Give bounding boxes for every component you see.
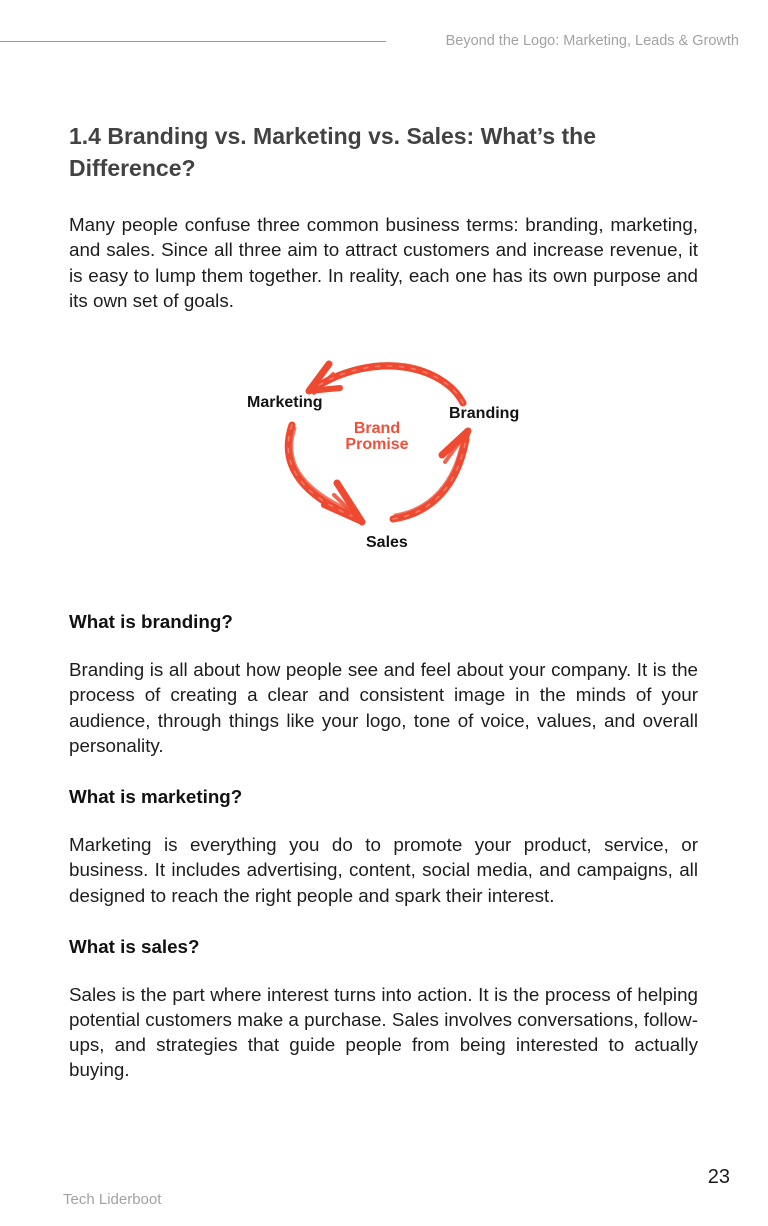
running-header-title: Beyond the Logo: Marketing, Leads & Growth: [445, 33, 739, 49]
section-heading-marketing: What is marketing?: [69, 786, 243, 808]
intro-paragraph: Many people confuse three common business terms: branding, marketing, and sales. Since all three aim to attract customers and increase revenue, it is easy to lump them together. In reality, each one has its own purpose and its own set of goals.: [69, 214, 698, 311]
diagram-label-branding: Branding: [449, 405, 520, 423]
diagram-label-sales: Sales: [366, 534, 408, 552]
diagram-label-marketing: Marketing: [247, 394, 323, 412]
footer-brand: Tech Liderboot: [63, 1191, 162, 1208]
section-heading-branding: What is branding?: [69, 611, 233, 633]
page-number: 23: [707, 1166, 730, 1188]
section-paragraph-marketing: Marketing is everything you do to promote your product, service, or business. It includes advertising, content, social media, and campaigns, all designed to reach the right people and spark their interest.: [69, 834, 698, 906]
cycle-arrows-illustration: [230, 352, 550, 558]
page-content: [69, 0, 698, 1083]
section-heading-sales: What is sales?: [69, 935, 200, 957]
diagram-center-label-line1: Brand: [353, 420, 401, 438]
section-paragraph-sales: Sales is the part where interest turns into action. It is the process of helping potential customers make a purchase. Sales involves conversations, follow-ups, and strategies that guide people from being interested to actually buying.: [69, 983, 698, 1081]
diagram-center-label-line2: Promise: [345, 435, 409, 453]
chapter-heading: 1.4 Branding vs. Marketing vs. Sales: What’s the Difference?: [69, 123, 597, 181]
section-paragraph-branding: Branding is all about how people see and feel about your company. It is the process of creating a clear and consistent image in the minds of your audience, through things like your logo, tone of voice, values, and overall personality.: [69, 659, 698, 757]
diagram-center-label: [317, 421, 437, 452]
brand-cycle-diagram: [230, 352, 550, 558]
